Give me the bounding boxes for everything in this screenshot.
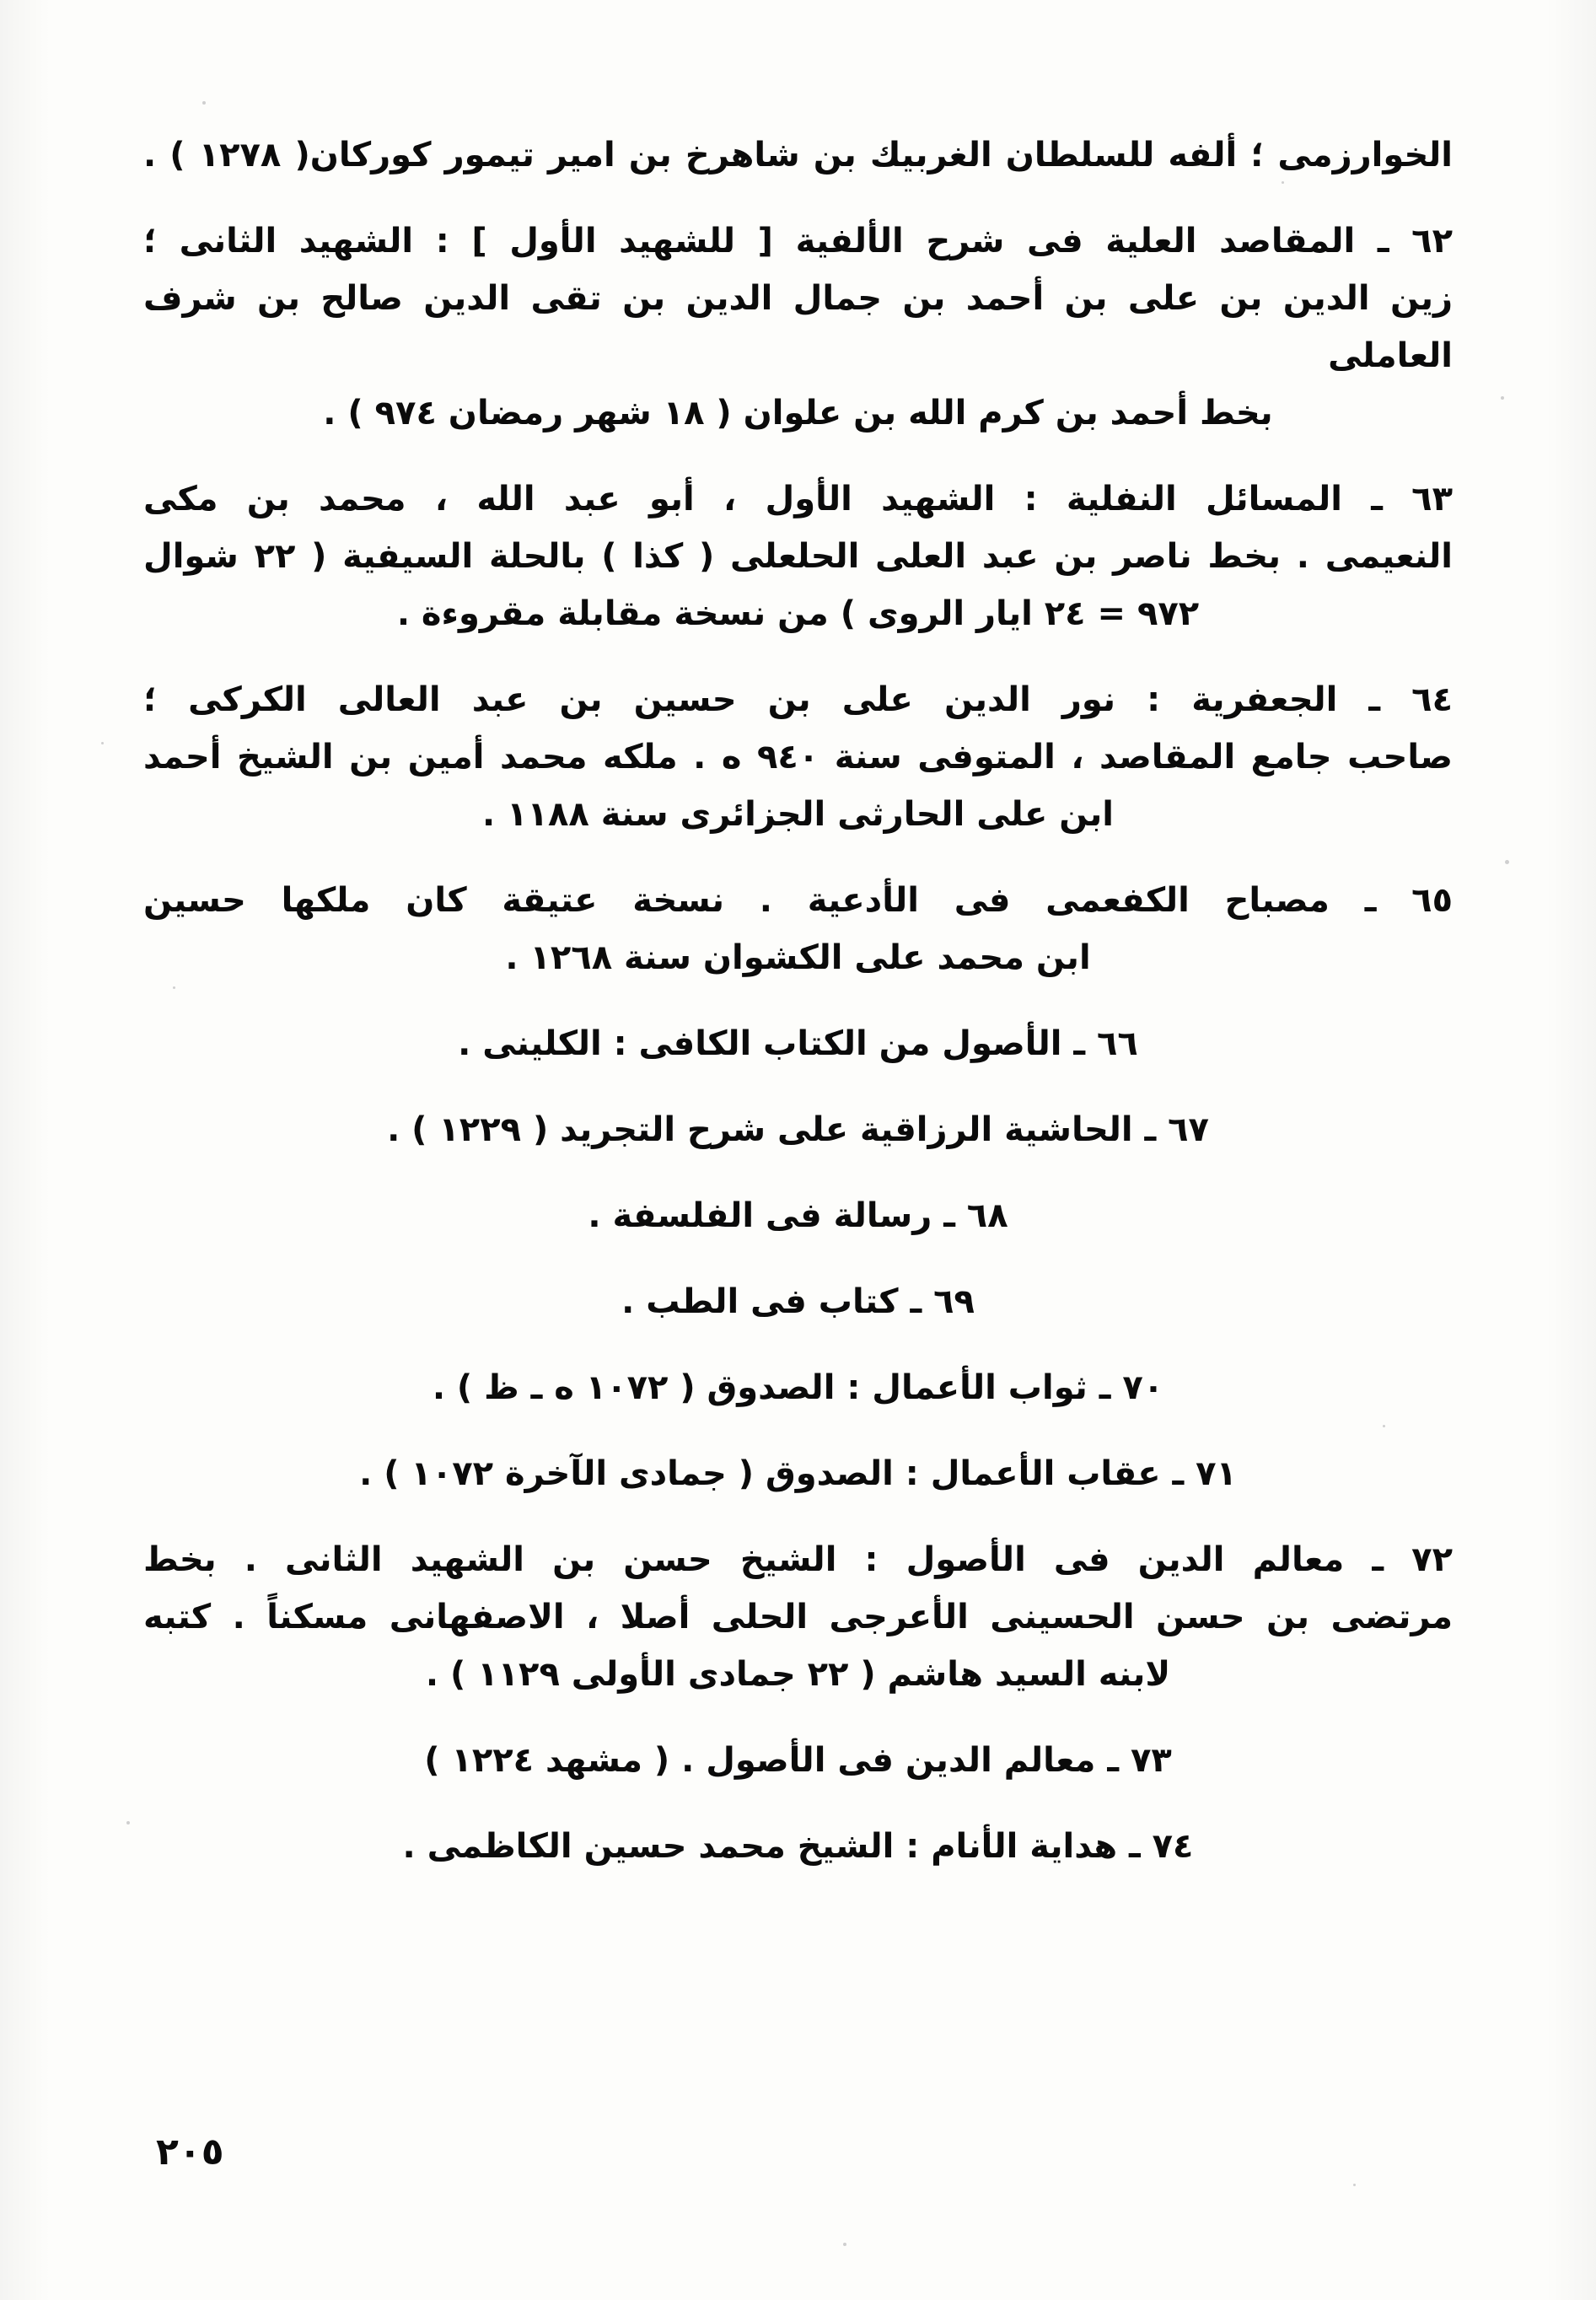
entry-line: ٦٧ ـ الحاشية الرزاقية على شرح التجريد ( ١٢٢٩ ) . bbox=[387, 1110, 1209, 1149]
entry-line: ٦٤ ـ الجعفرية : نور الدين على بن حسين بن عبد العالى الكركى ؛ bbox=[143, 680, 1453, 719]
catalogue-entry-69 bbox=[143, 1273, 1453, 1330]
entry-line: ٧١ ـ عقاب الأعمال : الصدوق ( جمادى الآخرة ١٠٧٢ ) . bbox=[359, 1454, 1237, 1493]
entry-line: ابن على الحارثى الجزائرى سنة ١١٨٨ . bbox=[482, 795, 1114, 834]
scan-speck bbox=[126, 1821, 130, 1824]
entry-line: الخوارزمى ؛ ألفه للسلطان الغربيك بن شاهرخ بن امير تيمور كوركان( ١٢٧٨ ) . bbox=[143, 136, 1454, 175]
catalogue-entry-73 bbox=[143, 1732, 1453, 1789]
catalogue-entry-72 bbox=[143, 1531, 1453, 1703]
entry-line: بخط أحمد بن كرم الله بن علوان ( ١٨ شهر رمضان ٩٧٤ ) . bbox=[323, 394, 1273, 433]
scan-speck bbox=[1501, 396, 1504, 400]
catalogue-entry-63 bbox=[143, 470, 1453, 642]
entry-line: ٧٣ ـ معالم الدين فى الأصول . ( مشهد ١٢٢٤ ) bbox=[424, 1741, 1172, 1780]
entry-line: ٩٧٢ = ٢٤ ايار الروى ) من نسخة مقابلة مقروءة . bbox=[396, 594, 1200, 633]
entry-line: زين الدين بن على بن أحمد بن جمال الدين بن تقى الدين صالح بن شرف العاملى bbox=[132, 279, 1453, 375]
catalogue-entry-64 bbox=[143, 671, 1453, 843]
entry-line: لابنه السيد هاشم ( ٢٢ جمادى الأولى ١١٢٩ ) . bbox=[425, 1655, 1171, 1694]
catalogue-entry-65 bbox=[143, 872, 1453, 986]
catalogue-entry-70 bbox=[143, 1359, 1453, 1416]
catalogue-entry-68 bbox=[143, 1187, 1453, 1244]
page-right-edge-shadow bbox=[1545, 0, 1596, 2300]
catalogue-entry-continuation bbox=[143, 126, 1453, 184]
entry-line: ٧٠ ـ ثواب الأعمال : الصدوق ( ١٠٧٢ ه ـ ظ ) . bbox=[432, 1368, 1164, 1407]
entry-line: ٧٤ ـ هداية الأنام : الشيخ محمد حسين الكاظمى . bbox=[402, 1827, 1194, 1866]
catalogue-entry-67 bbox=[143, 1101, 1453, 1158]
catalogue-entry-71 bbox=[143, 1445, 1453, 1502]
entry-line: صاحب جامع المقاصد ، المتوفى سنة ٩٤٠ ه . ملكه محمد أمين بن الشيخ أحمد bbox=[143, 738, 1453, 777]
scan-speck bbox=[1505, 860, 1509, 864]
entry-line: مرتضى بن حسن الحسينى الأعرجى الحلى أصلا ، الاصفهانى مسكناً . كتبه bbox=[143, 1598, 1453, 1636]
entry-line: ٦٨ ـ رسالة فى الفلسفة . bbox=[588, 1196, 1008, 1235]
page-left-edge-shadow bbox=[0, 0, 51, 2300]
catalogue-entry-74 bbox=[143, 1818, 1453, 1875]
entry-line: ٦٢ ـ المقاصد العلية فى شرح الألفية [ للشهيد الأول ] : الشهيد الثانى ؛ bbox=[143, 222, 1453, 261]
entry-line: ٦٩ ـ كتاب فى الطب . bbox=[621, 1282, 975, 1321]
entry-line: ٦٥ ـ مصباح الكفعمى فى الأدعية . نسخة عتيقة كان ملكها حسين bbox=[143, 881, 1453, 920]
scan-speck bbox=[843, 2243, 846, 2246]
entry-line: ٧٢ ـ معالم الدين فى الأصول : الشيخ حسن بن الشهيد الثانى . بخط bbox=[143, 1540, 1453, 1579]
catalogue-entry-66 bbox=[143, 1015, 1453, 1072]
entry-line: ٦٣ ـ المسائل النفلية : الشهيد الأول ، أبو عبد الله ، محمد بن مكى bbox=[143, 480, 1453, 519]
scan-speck bbox=[101, 742, 104, 744]
entry-line: ٦٦ ـ الأصول من الكتاب الكافى : الكلينى . bbox=[458, 1024, 1138, 1063]
page-number: ٢٠٥ bbox=[156, 2131, 224, 2174]
catalogue-entry-62 bbox=[132, 212, 1453, 442]
entry-line: النعيمى . بخط ناصر بن عبد العلى الحلعلى ( كذا ) بالحلة السيفية ( ٢٢ شوال bbox=[143, 537, 1453, 576]
scan-speck bbox=[1353, 2184, 1356, 2186]
page-text-body bbox=[132, 126, 1454, 1904]
entry-line: ابن محمد على الكشوان سنة ١٢٦٨ . bbox=[505, 938, 1091, 977]
scan-speck bbox=[202, 101, 206, 105]
